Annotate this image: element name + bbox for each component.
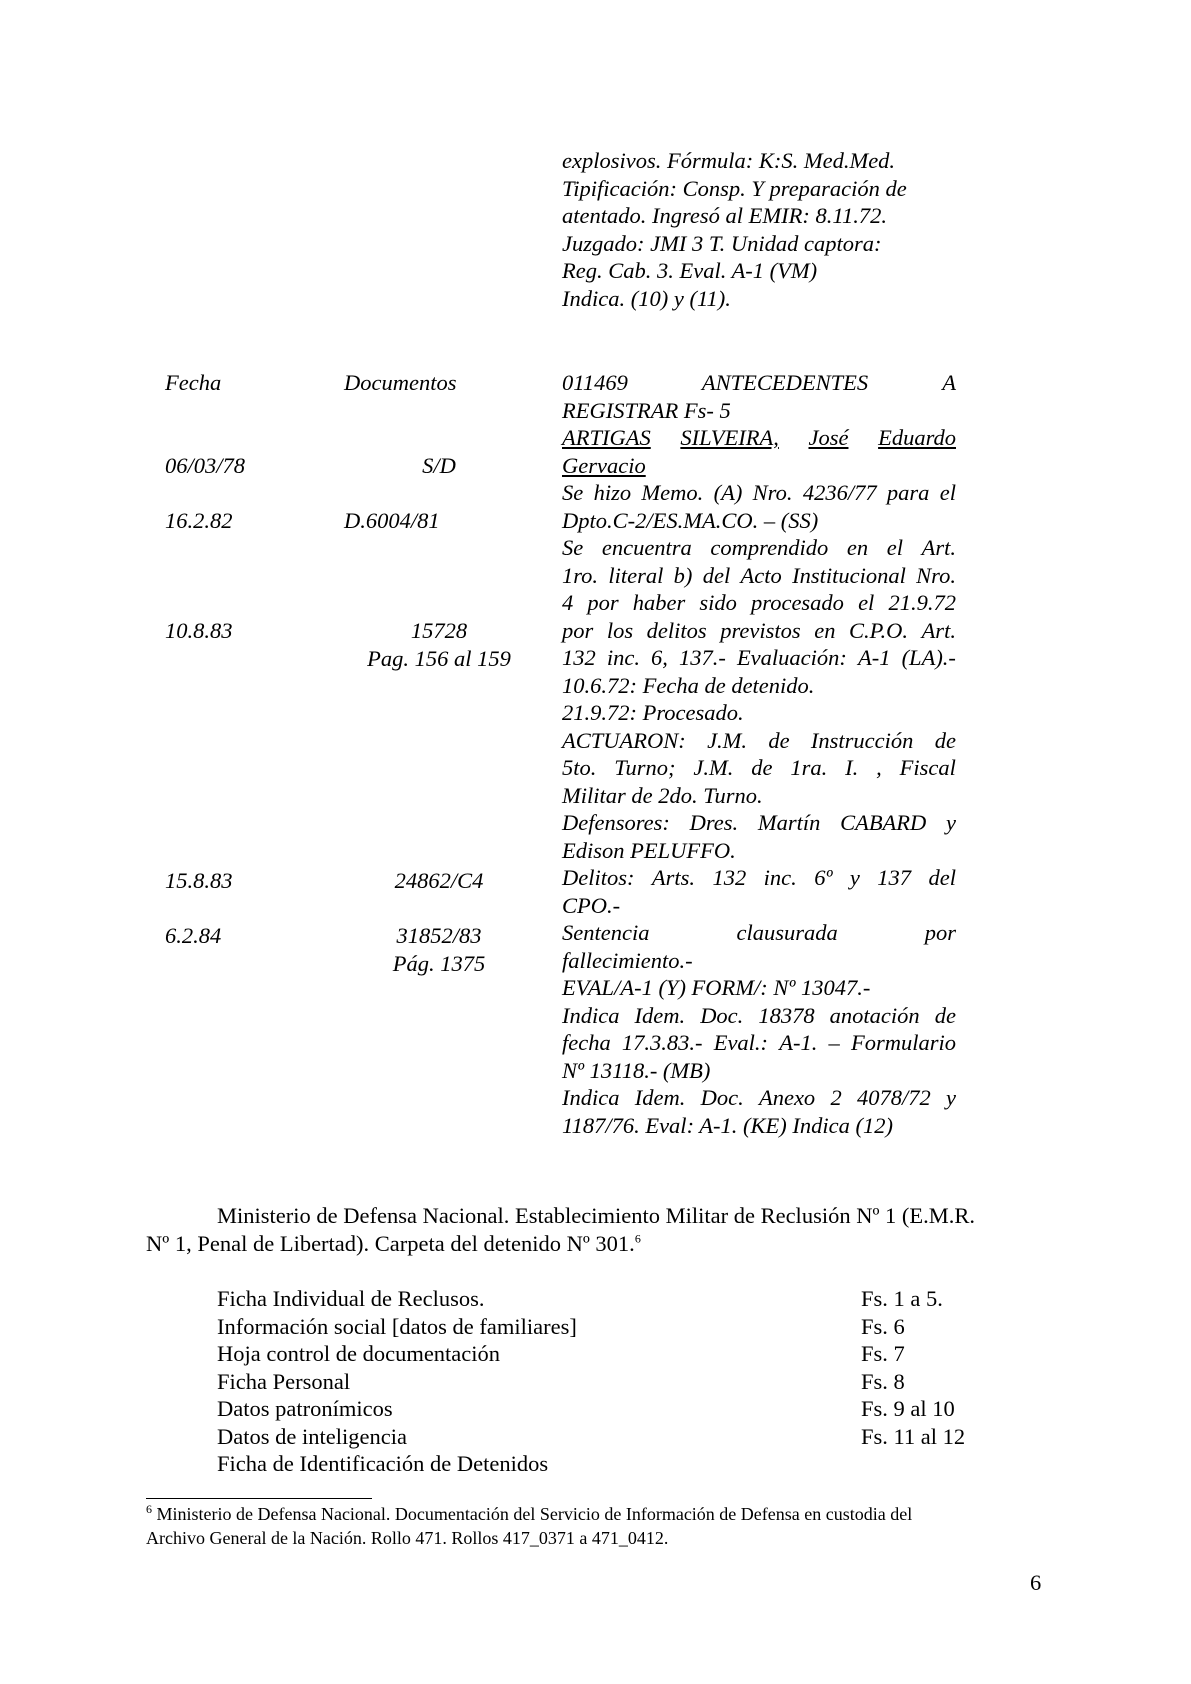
desc-word: Doc. xyxy=(700,1002,744,1028)
desc-word: Institucional xyxy=(792,562,906,588)
footnote-text: Archivo General de la Nación. Rollo 471. Rollos 417_0371 a 471_0412. xyxy=(146,1528,669,1548)
desc-word: A-1 xyxy=(857,645,891,670)
desc-word: (LA).- xyxy=(901,645,956,670)
desc-word: Defensores: xyxy=(562,810,670,835)
desc-word: Evaluación: xyxy=(736,645,847,670)
desc-word: b) xyxy=(673,562,693,588)
desc-word: José xyxy=(808,425,849,450)
desc-word: Eduardo xyxy=(878,425,956,450)
desc-word: Idem. xyxy=(634,1002,686,1028)
desc-word: encuentra xyxy=(601,535,692,560)
desc-word: 5to. xyxy=(562,755,597,780)
desc-word: 132 xyxy=(712,865,747,890)
index-value: Fs. 9 al 10 xyxy=(861,1396,955,1421)
desc-word: procesado xyxy=(751,590,844,615)
index-label: Ficha Personal xyxy=(217,1368,351,1394)
footnote-reference: 6 xyxy=(634,1231,641,1246)
desc-word: 4236/77 xyxy=(802,480,877,505)
column-header-fecha: Fecha xyxy=(165,370,222,395)
desc-word: ANTECEDENTES xyxy=(701,370,869,395)
row-doc: D.6004/81 xyxy=(344,508,440,533)
desc-word: 137.- xyxy=(678,645,726,670)
desc-word: y xyxy=(849,865,860,890)
desc-word: Delitos: xyxy=(562,865,635,890)
desc-word: literal xyxy=(608,562,664,588)
desc-word: Se xyxy=(562,535,584,560)
desc-word: J.M. xyxy=(693,755,734,780)
index-label: Datos de inteligencia xyxy=(217,1423,407,1449)
desc-line: fallecimiento.- xyxy=(562,947,693,973)
desc-word: Eval.: xyxy=(713,1030,769,1055)
desc-line-name: Gervacio xyxy=(562,452,646,478)
row-fecha: 16.2.82 xyxy=(165,508,233,533)
desc-word: Art. xyxy=(921,617,956,643)
desc-word: 1ro. xyxy=(562,562,599,588)
desc-word: de xyxy=(751,755,773,780)
desc-word: Idem. xyxy=(634,1085,686,1110)
desc-word: anotación xyxy=(829,1002,920,1028)
desc-word: hizo xyxy=(593,480,632,505)
index-value: Fs. 6 xyxy=(861,1313,905,1339)
desc-line xyxy=(562,1029,956,1057)
top-line: Indica. (10) y (11). xyxy=(562,285,731,311)
desc-word: C.P.O. xyxy=(849,617,908,643)
desc-word: Se xyxy=(562,480,584,505)
desc-word: el xyxy=(858,590,875,615)
desc-line xyxy=(562,644,956,672)
desc-word: 137 xyxy=(877,865,912,890)
desc-word: Anexo xyxy=(758,1085,816,1110)
desc-line xyxy=(562,864,956,892)
desc-word: – xyxy=(828,1030,840,1055)
desc-word: Art. xyxy=(921,535,956,560)
desc-word: J.M. xyxy=(707,727,748,753)
index-value: Fs. 8 xyxy=(861,1368,905,1394)
desc-word: fecha xyxy=(562,1030,611,1055)
footnote-line-1 xyxy=(146,1502,1046,1526)
top-line: Reg. Cab. 3. Eval. A-1 (VM) xyxy=(562,258,818,283)
desc-word: Instrucción xyxy=(810,727,914,753)
desc-word: 17.3.83.- xyxy=(621,1030,703,1055)
desc-word: y xyxy=(946,810,956,835)
desc-word: por xyxy=(924,920,956,945)
desc-word: Memo. xyxy=(641,480,704,505)
desc-word: los xyxy=(606,617,634,643)
index-value: Fs. 11 al 12 xyxy=(861,1423,966,1449)
desc-word: Nro. xyxy=(916,562,956,588)
index-value: Fs. 7 xyxy=(861,1341,905,1366)
desc-word: Nro. xyxy=(752,480,793,505)
paragraph-line: Ministerio de Defensa Nacional. Establecimiento Militar de Reclusión Nº 1 (E.M.R. xyxy=(217,1203,976,1228)
desc-word: 132 xyxy=(562,645,596,670)
desc-word: Doc. xyxy=(700,1085,744,1110)
desc-word: Fiscal xyxy=(899,755,956,780)
desc-line xyxy=(562,1002,956,1030)
row-fecha: 15.8.83 xyxy=(165,868,233,893)
desc-word: Dres. xyxy=(689,810,739,835)
footnote xyxy=(146,1502,1046,1550)
desc-line: 10.6.72: Fecha de detenido. xyxy=(562,672,815,698)
column-header-documentos: Documentos xyxy=(344,370,457,395)
index-value: Fs. 1 a 5. xyxy=(861,1286,943,1311)
desc-word: 21.9.72 xyxy=(888,590,956,615)
row-fecha: 6.2.84 xyxy=(165,923,222,948)
desc-word: previstos xyxy=(720,617,801,643)
desc-word: del xyxy=(928,865,956,890)
desc-line: EVAL/A-1 (Y) FORM/: Nº 13047.- xyxy=(562,975,871,1000)
desc-word: Acto xyxy=(740,562,782,588)
index-label: Hoja control de documentación xyxy=(217,1341,501,1366)
desc-word: A xyxy=(942,370,956,395)
index-label: Ficha de Identificación de Detenidos xyxy=(217,1451,549,1476)
row-doc-pages: Pág. 1375 xyxy=(392,950,486,976)
desc-word: en xyxy=(846,535,869,560)
footnote-divider xyxy=(146,1498,372,1499)
desc-word: delitos xyxy=(646,617,707,643)
desc-line: REGISTRAR Fs- 5 xyxy=(562,397,731,423)
desc-word: de xyxy=(934,727,956,753)
desc-word: Formulario xyxy=(850,1030,956,1055)
row-doc: 24862/C4 xyxy=(394,868,484,893)
desc-line-spread xyxy=(562,919,956,947)
desc-line xyxy=(562,589,956,617)
desc-line: 1187/76. Eval: A-1. (KE) Indica (12) xyxy=(562,1112,893,1138)
paragraph-line-2 xyxy=(146,1230,641,1258)
desc-line xyxy=(562,727,956,755)
desc-word: I. xyxy=(845,755,859,780)
desc-line xyxy=(562,754,956,782)
top-line: Juzgado: JMI 3 T. Unidad captora: xyxy=(562,230,882,256)
row-doc-pages: Pag. 156 al 159 xyxy=(367,645,511,671)
page-number: 6 xyxy=(1030,1570,1042,1595)
desc-word: Arts. xyxy=(651,865,696,890)
desc-word: Indica xyxy=(562,1085,620,1110)
desc-word: el xyxy=(939,480,956,505)
desc-line xyxy=(562,809,956,837)
desc-word: 1ra. xyxy=(790,755,828,780)
row-fecha: 06/03/78 xyxy=(165,453,246,478)
desc-word: 6, xyxy=(651,645,668,670)
desc-word: 4 xyxy=(562,590,574,615)
desc-word: Turno; xyxy=(614,755,676,780)
desc-word: para xyxy=(886,480,930,505)
desc-line: 21.9.72: Procesado. xyxy=(562,700,744,725)
desc-word: CABARD xyxy=(840,810,927,835)
desc-word: , xyxy=(876,755,882,780)
desc-line xyxy=(562,479,956,507)
desc-word: 18378 xyxy=(758,1002,815,1028)
desc-word: comprendido xyxy=(710,535,829,560)
desc-line xyxy=(562,1084,956,1112)
desc-word: ACTUARON: xyxy=(562,727,686,753)
top-line: explosivos. Fórmula: K:S. Med.Med. xyxy=(562,148,896,173)
desc-word: Sentencia xyxy=(562,920,650,945)
index-label: Información social [datos de familiares] xyxy=(217,1313,577,1339)
desc-line-name xyxy=(562,424,956,452)
desc-line xyxy=(562,534,956,562)
row-doc: S/D xyxy=(422,453,456,478)
desc-line: CPO.- xyxy=(562,892,621,918)
desc-word: de xyxy=(768,727,790,753)
row-fecha: 10.8.83 xyxy=(165,618,233,643)
desc-word: 2 xyxy=(830,1085,842,1110)
desc-line xyxy=(562,369,956,397)
desc-word: Martín xyxy=(757,810,821,835)
paragraph-line: Nº 1, Penal de Libertad). Carpeta del detenido Nº 301. xyxy=(146,1231,635,1256)
desc-word: A-1. xyxy=(779,1030,818,1055)
row-doc: 31852/83 xyxy=(396,923,482,948)
desc-line: Dpto.C-2/ES.MA.CO. – (SS) xyxy=(562,507,819,533)
desc-line xyxy=(562,617,956,645)
desc-line: Edison PELUFFO. xyxy=(562,837,736,863)
desc-word: 011469 xyxy=(562,370,628,395)
desc-line: Nº 13118.- (MB) xyxy=(562,1057,711,1083)
desc-word: 4078/72 xyxy=(856,1085,931,1110)
index-label: Datos patronímicos xyxy=(217,1396,393,1421)
desc-word: haber xyxy=(632,590,686,615)
desc-word: de xyxy=(934,1002,956,1028)
index-label: Ficha Individual de Reclusos. xyxy=(217,1286,485,1311)
desc-word: inc. xyxy=(606,645,640,670)
desc-word: en xyxy=(814,617,836,643)
desc-word: por xyxy=(587,590,619,615)
desc-word: Indica xyxy=(562,1002,620,1028)
desc-word: el xyxy=(886,535,903,560)
top-line: Tipificación: Consp. Y preparación de xyxy=(562,175,907,201)
desc-word: clausurada xyxy=(736,920,838,945)
desc-word: 6º xyxy=(814,865,833,890)
desc-word: por xyxy=(562,617,594,643)
desc-word: ARTIGAS xyxy=(562,425,651,450)
desc-line xyxy=(562,562,956,590)
desc-word: sido xyxy=(699,590,737,615)
top-line: atentado. Ingresó al EMIR: 8.11.72. xyxy=(562,203,887,228)
desc-word: SILVEIRA, xyxy=(680,425,779,450)
desc-line: Militar de 2do. Turno. xyxy=(562,782,763,808)
desc-word: del xyxy=(702,562,731,588)
desc-word: inc. xyxy=(763,865,797,890)
desc-word: (A) xyxy=(713,480,743,505)
footnote-text: Ministerio de Defensa Nacional. Documentación del Servicio de Información de Defensa en custodia del xyxy=(156,1504,913,1524)
row-doc: 15728 xyxy=(410,618,468,643)
desc-word: y xyxy=(945,1085,956,1110)
footnote-number: 6 xyxy=(146,1502,152,1516)
